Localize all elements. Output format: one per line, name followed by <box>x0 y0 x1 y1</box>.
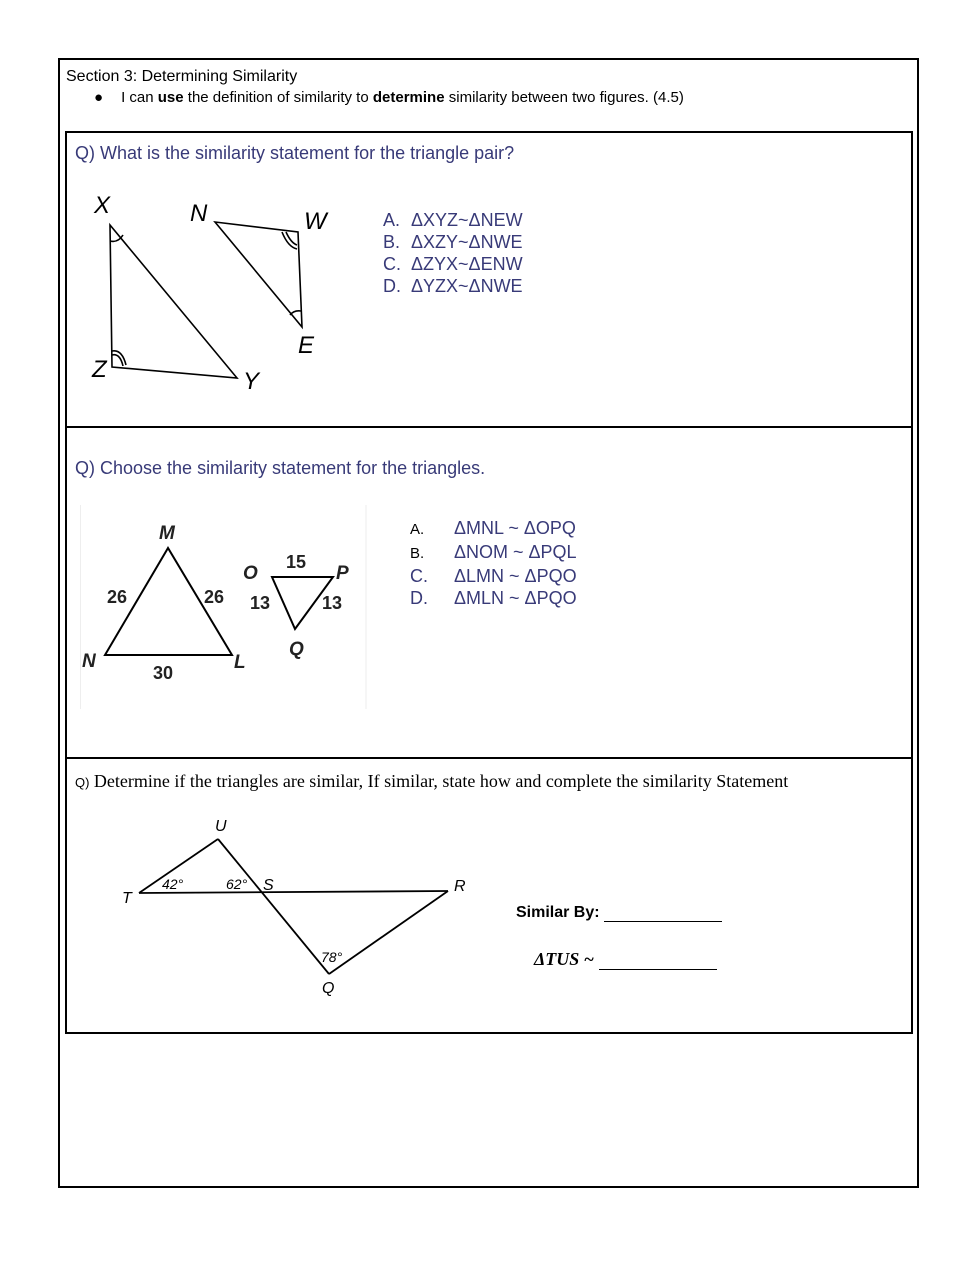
bullet-text: I can <box>121 89 158 106</box>
option-b[interactable] <box>383 231 523 253</box>
row-divider <box>65 757 913 759</box>
label-n: N <box>190 200 208 227</box>
option-a[interactable] <box>410 517 577 541</box>
option-text: ΔNOM ~ ΔPQL <box>454 542 577 562</box>
label-x: X <box>94 192 111 219</box>
option-text: ΔXYZ~ΔNEW <box>411 210 523 230</box>
option-letter: D. <box>410 588 428 608</box>
triangle-xzy <box>110 225 237 378</box>
label-s: S <box>263 877 274 894</box>
learning-target <box>94 89 684 106</box>
option-letter: A. <box>410 521 425 538</box>
similar-by-blank[interactable] <box>604 905 722 922</box>
label-e: E <box>298 332 315 359</box>
option-c[interactable] <box>383 253 523 275</box>
question-text: Determine if the triangles are similar, If similar, state how and complete the similarity Statement <box>93 771 789 791</box>
segment-tr <box>139 891 448 893</box>
label-z: Z <box>92 356 107 383</box>
option-text: ΔXZY~ΔNWE <box>411 232 523 252</box>
bullet-text: use <box>157 89 184 106</box>
row-divider <box>65 426 913 428</box>
option-letter: B. <box>410 545 425 562</box>
bullet-icon: ● <box>94 89 104 106</box>
label-n: N <box>82 651 96 672</box>
label-t: T <box>122 890 132 907</box>
angle-mark-z <box>112 355 123 366</box>
side-op: 15 <box>286 552 307 572</box>
option-a[interactable] <box>383 209 523 231</box>
question-prefix: Q) <box>75 775 90 790</box>
segment-rq <box>329 891 448 974</box>
angle-q: 78° <box>321 949 343 965</box>
question-2: Q) Choose the similarity statement for the triangles. <box>75 458 486 478</box>
label-l: L <box>234 652 246 673</box>
statement-blank[interactable] <box>599 953 717 970</box>
label-p: P <box>336 563 349 584</box>
section-title: Section 3: Determining Similarity <box>66 68 298 85</box>
label-m: M <box>159 523 175 544</box>
side-oq: 13 <box>250 593 271 613</box>
q2-options <box>410 517 577 609</box>
label-o: O <box>243 563 258 584</box>
option-letter: C. <box>383 254 401 274</box>
option-letter: C. <box>410 566 428 586</box>
label-u: U <box>215 818 227 835</box>
bullet-text: determine <box>372 89 445 106</box>
option-text: ΔMLN ~ ΔPQO <box>454 588 577 608</box>
question-1: Q) What is the similarity statement for the triangle pair? <box>75 143 515 163</box>
q1-figure <box>80 185 340 400</box>
similar-by-row <box>516 904 722 922</box>
q2-figure <box>80 505 368 709</box>
bullet-text: the definition of similarity to <box>183 89 373 106</box>
option-letter: B. <box>383 232 401 252</box>
label-q: Q <box>289 639 304 660</box>
label-w: W <box>304 208 327 235</box>
statement-label: ΔTUS ~ <box>534 949 595 969</box>
segment-uq <box>218 839 329 974</box>
statement-row <box>534 949 717 970</box>
side-nl: 30 <box>153 663 174 683</box>
q3-figure <box>110 812 480 997</box>
option-letter: D. <box>383 276 401 296</box>
angle-mark-x <box>110 235 123 241</box>
option-letter: A. <box>383 210 401 230</box>
side-mn: 26 <box>107 587 128 607</box>
option-d[interactable] <box>410 587 577 609</box>
option-b[interactable] <box>410 541 577 565</box>
q1-options <box>383 209 523 297</box>
label-y: Y <box>243 368 260 395</box>
question-3 <box>75 771 788 792</box>
side-pq: 13 <box>322 593 343 613</box>
option-c[interactable] <box>410 565 577 587</box>
side-ml: 26 <box>204 587 225 607</box>
angle-mark-e <box>290 311 301 315</box>
label-q: Q <box>322 980 335 997</box>
option-d[interactable] <box>383 275 523 297</box>
bullet-text: similarity between two figures. (4.5) <box>444 89 684 106</box>
option-text: ΔZYX~ΔENW <box>411 254 523 274</box>
angle-s: 62° <box>226 876 248 892</box>
option-text: ΔYZX~ΔNWE <box>411 276 523 296</box>
similar-by-label: Similar By: <box>516 904 600 921</box>
option-text: ΔLMN ~ ΔPQO <box>454 566 577 586</box>
label-r: R <box>454 878 466 895</box>
angle-t: 42° <box>162 876 184 892</box>
option-text: ΔMNL ~ ΔOPQ <box>454 518 576 538</box>
